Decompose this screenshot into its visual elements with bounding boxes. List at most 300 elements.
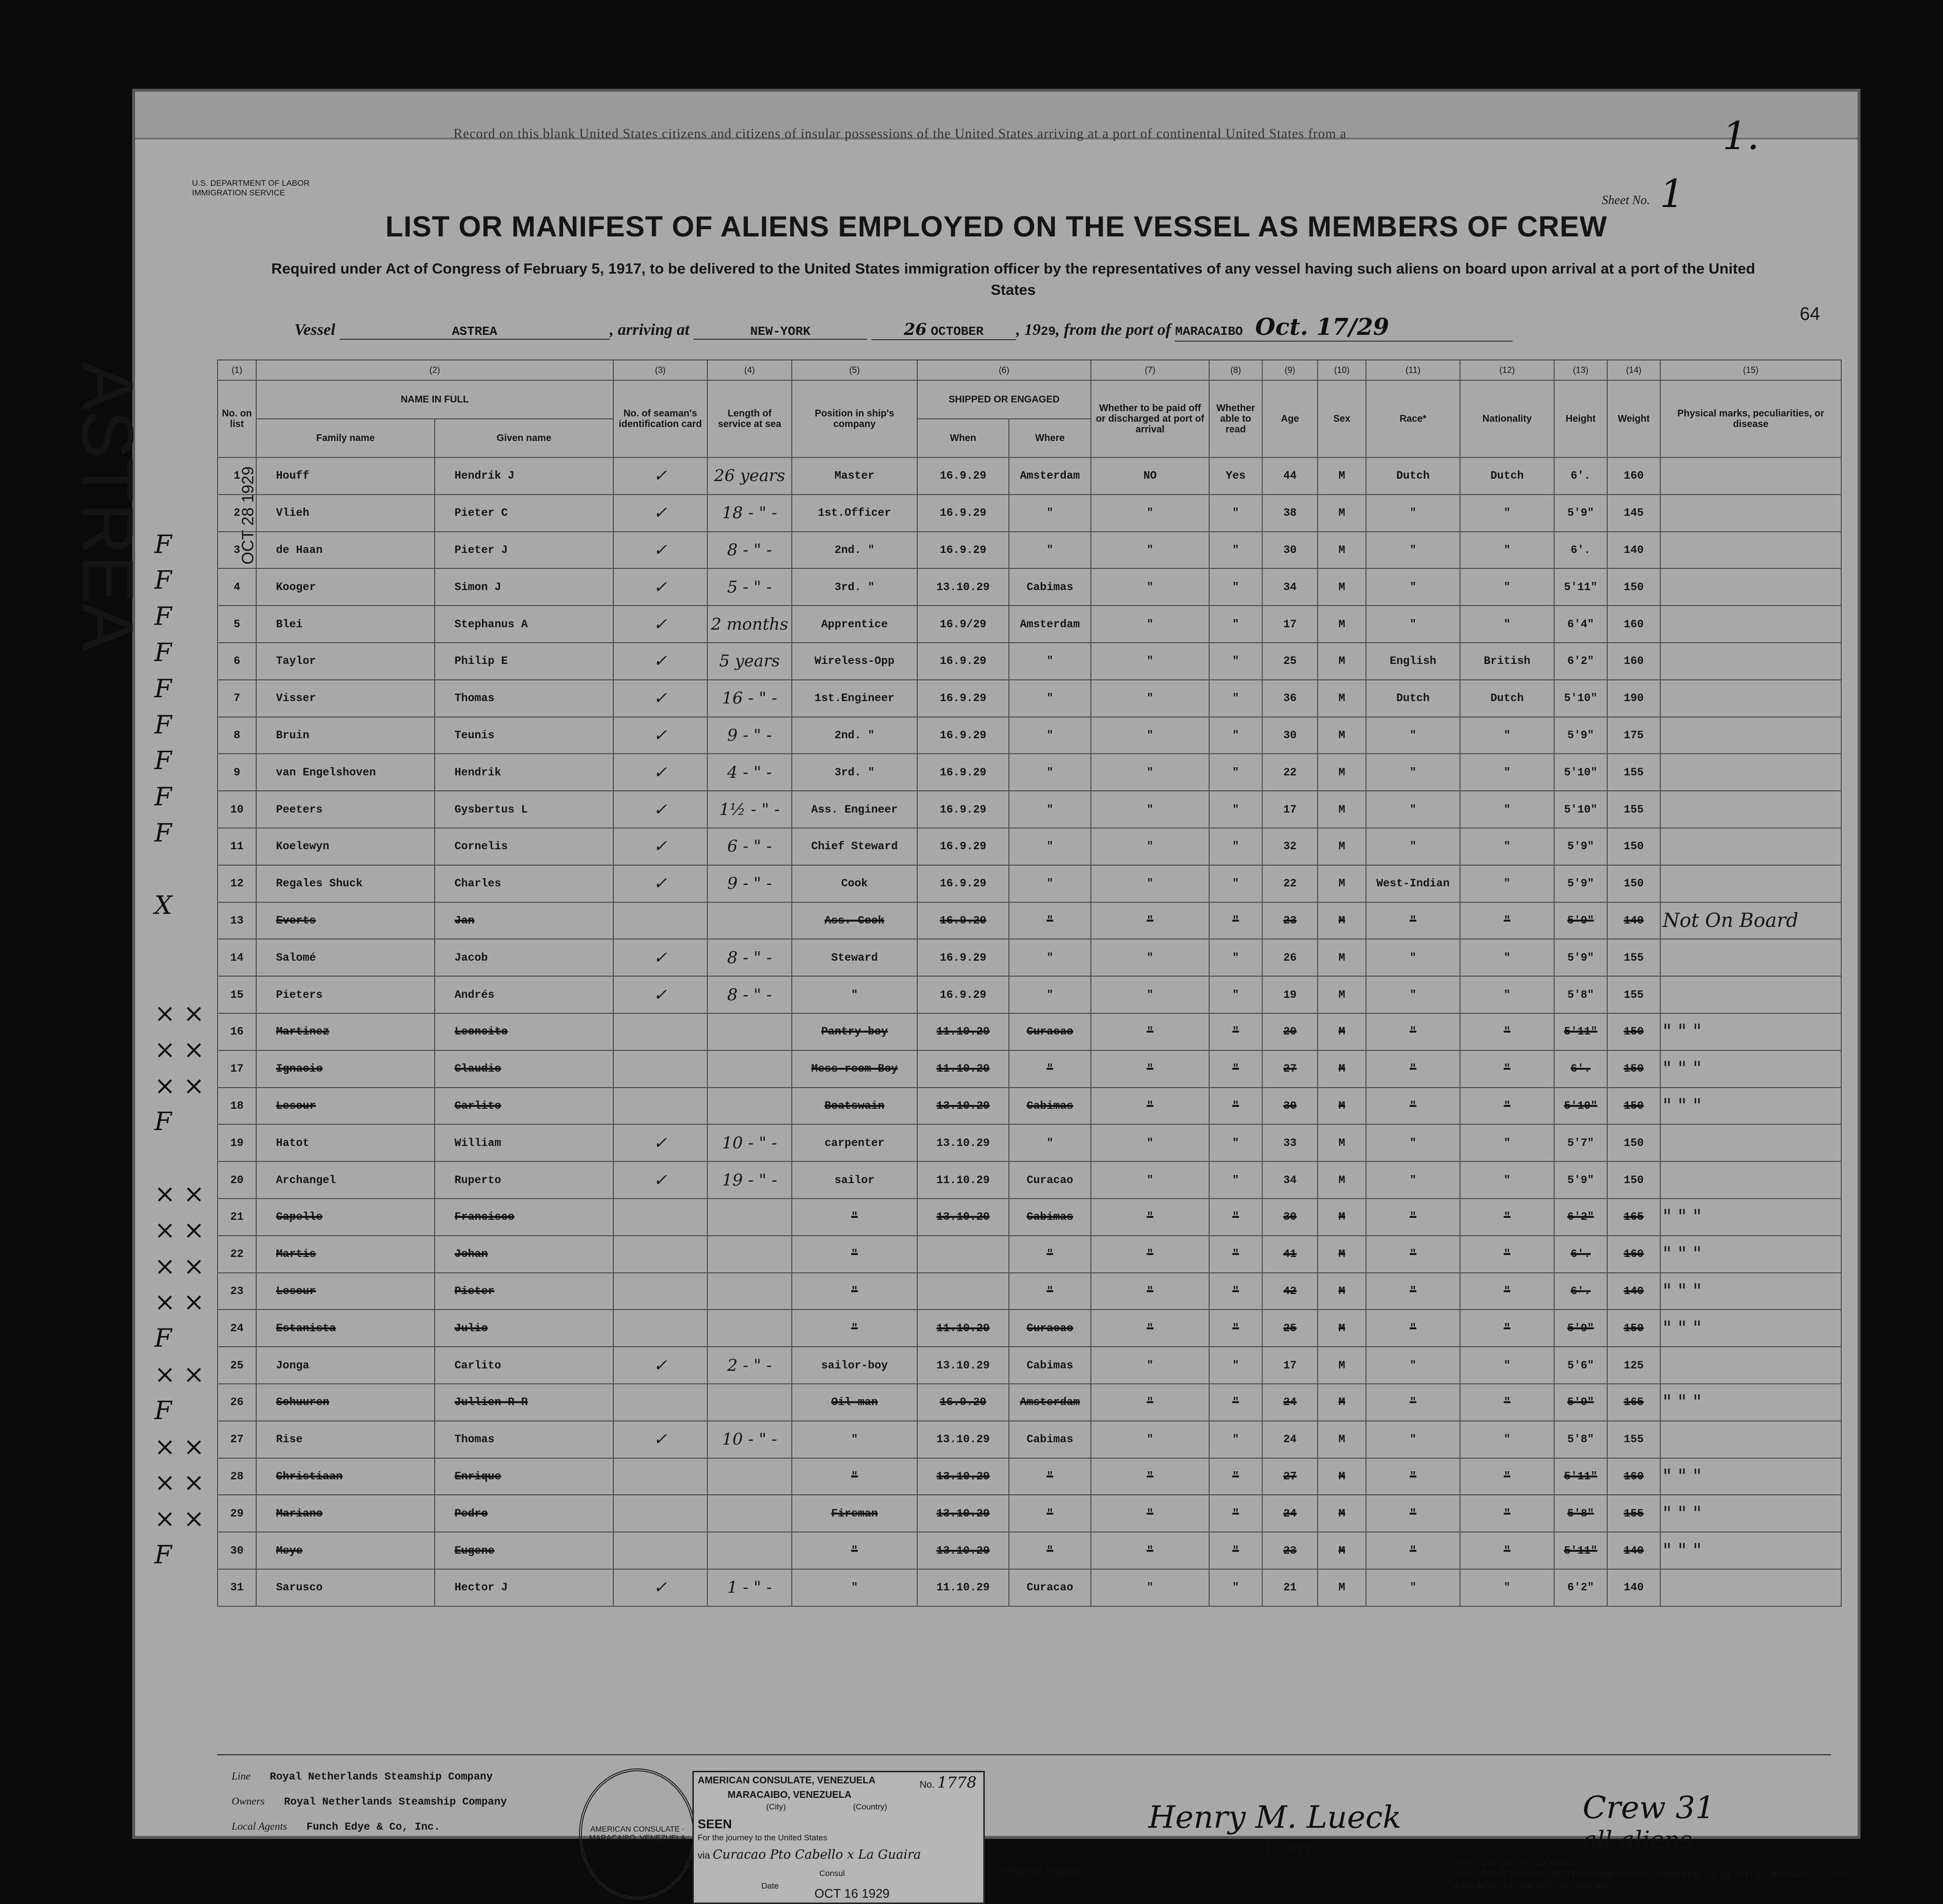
- able-to-read: ": [1209, 754, 1262, 791]
- shipped-when: 11.10.29: [917, 1050, 1009, 1088]
- sex: M: [1318, 680, 1366, 717]
- sex: M: [1318, 976, 1366, 1013]
- length-of-service: 1 - " -: [707, 1569, 792, 1606]
- from-label: , from the port of: [1056, 321, 1171, 339]
- height: 5'6": [1554, 1347, 1607, 1384]
- physical-marks: " " ": [1660, 1236, 1841, 1273]
- page-title: LIST OR MANIFEST OF ALIENS EMPLOYED ON THE VESSEL AS MEMBERS OF CREW: [385, 210, 1608, 243]
- position: ": [792, 1421, 917, 1458]
- weight: 150: [1607, 568, 1660, 606]
- shipped-where: ": [1009, 976, 1091, 1013]
- side-date-stamp: OCT 28 1929: [239, 466, 257, 565]
- shipped-where: ": [1009, 939, 1091, 976]
- nationality: ": [1460, 828, 1554, 865]
- shipped-when: 13.10.29: [917, 1495, 1009, 1532]
- sex: M: [1318, 791, 1366, 828]
- race: ": [1366, 939, 1460, 976]
- seaman-id-check: [613, 1532, 707, 1569]
- sex: M: [1318, 1088, 1366, 1125]
- able-to-read: ": [1209, 495, 1262, 532]
- col-sex-header: Sex: [1318, 380, 1366, 457]
- col-length-header: Length of service at sea: [707, 380, 792, 457]
- age: 44: [1262, 457, 1318, 495]
- seal-text: AMERICAN CONSULATE · MARACAIBO, VENEZUELA: [589, 1825, 686, 1842]
- via-value: Curacao Pto Cabello x La Guaira: [713, 1848, 921, 1862]
- family-name: Estanista: [256, 1310, 435, 1347]
- race: ": [1366, 495, 1460, 532]
- crew-row: [218, 1124, 1841, 1161]
- weight: 150: [1607, 1088, 1660, 1125]
- length-of-service: 19 - " -: [707, 1161, 792, 1199]
- family-name: Bruin: [256, 717, 435, 754]
- weight: 155: [1607, 791, 1660, 828]
- race: ": [1366, 717, 1460, 754]
- vessel-label: Vessel: [294, 321, 335, 339]
- row-number: 20: [218, 1161, 256, 1199]
- weight: 160: [1607, 643, 1660, 680]
- crew-row: [218, 1458, 1841, 1495]
- family-name: Salomé: [256, 939, 435, 976]
- departure-port: MARACAIBO: [1175, 324, 1243, 339]
- sex: M: [1318, 1384, 1366, 1421]
- given-name: Teunis: [435, 717, 613, 754]
- margin-mark: × ×: [154, 1468, 205, 1498]
- seaman-id-check: ✓: [613, 1569, 707, 1606]
- sex: M: [1318, 865, 1366, 902]
- physical-marks: " " ": [1660, 1532, 1841, 1569]
- crew-row: [218, 902, 1841, 939]
- col-num: (6): [917, 360, 1091, 380]
- length-of-service: 26 years: [707, 457, 792, 495]
- row-number: 23: [218, 1273, 256, 1310]
- position: Oil-man: [792, 1384, 917, 1421]
- position: Mess-room Boy: [792, 1050, 917, 1088]
- shipped-when: 16.9.29: [917, 939, 1009, 976]
- col-num: (15): [1660, 360, 1841, 380]
- shipped-when: 16.9.29: [917, 865, 1009, 902]
- physical-marks: [1660, 939, 1841, 976]
- sex: M: [1318, 1273, 1366, 1310]
- nationality: British: [1460, 643, 1554, 680]
- physical-marks: Not On Board: [1660, 902, 1841, 939]
- paid-off: ": [1091, 495, 1209, 532]
- position: ": [792, 1310, 917, 1347]
- consulate-number: [920, 1773, 977, 1792]
- margin-mark: F: [154, 1541, 172, 1570]
- row-number: 31: [218, 1569, 256, 1606]
- race: ": [1366, 1532, 1460, 1569]
- sex: M: [1318, 495, 1366, 532]
- crew-row: [218, 1495, 1841, 1532]
- position: ": [792, 1532, 917, 1569]
- footnotes: [1452, 1858, 1848, 1891]
- length-of-service: 8 - " -: [707, 939, 792, 976]
- sex: M: [1318, 1421, 1366, 1458]
- paid-off: ": [1091, 1495, 1209, 1532]
- weight: 140: [1607, 1569, 1660, 1606]
- arrival-year: 29: [1040, 324, 1056, 339]
- row-number: 2: [218, 495, 256, 532]
- family-name: Mariano: [256, 1495, 435, 1532]
- given-name: Hendrik: [435, 754, 613, 791]
- given-name: Julio: [435, 1310, 613, 1347]
- family-name: Koelewyn: [256, 828, 435, 865]
- shipped-when: 16.9.29: [917, 680, 1009, 717]
- sex: M: [1318, 1532, 1366, 1569]
- department-line: U.S. DEPARTMENT OF LABOR: [192, 179, 310, 188]
- paid-off: ": [1091, 643, 1209, 680]
- able-to-read: ": [1209, 1384, 1262, 1421]
- age: 23: [1262, 1532, 1318, 1569]
- family-name: Kooger: [256, 568, 435, 606]
- length-of-service: 2 - " -: [707, 1347, 792, 1384]
- weight: 140: [1607, 902, 1660, 939]
- nationality: ": [1460, 495, 1554, 532]
- seaman-id-check: [613, 1013, 707, 1050]
- length-of-service: [707, 1495, 792, 1532]
- margin-mark: × ×: [154, 1288, 205, 1317]
- race: ": [1366, 1013, 1460, 1050]
- shipped-where: ": [1009, 754, 1091, 791]
- row-number: 21: [218, 1199, 256, 1236]
- col-nationality-header: Nationality: [1460, 380, 1554, 457]
- seaman-id-check: [613, 1384, 707, 1421]
- length-of-service: 6 - " -: [707, 828, 792, 865]
- race: English: [1366, 643, 1460, 680]
- paid-off: ": [1091, 828, 1209, 865]
- able-to-read: ": [1209, 1421, 1262, 1458]
- position: 1st.Officer: [792, 495, 917, 532]
- shipped-when: 16.9.29: [917, 717, 1009, 754]
- nationality: ": [1460, 791, 1554, 828]
- able-to-read: ": [1209, 1347, 1262, 1384]
- age: 17: [1262, 1347, 1318, 1384]
- length-of-service: [707, 1013, 792, 1050]
- height: 5'11": [1554, 1532, 1607, 1569]
- crew-row: [218, 939, 1841, 976]
- manifest-sheet: [68, 92, 1858, 1901]
- weight: 155: [1607, 1421, 1660, 1458]
- margin-mark: × ×: [154, 1504, 205, 1534]
- shipped-when: 11.10.29: [917, 1013, 1009, 1050]
- sex: M: [1318, 1050, 1366, 1088]
- row-number: 16: [218, 1013, 256, 1050]
- age: 34: [1262, 568, 1318, 606]
- col-weight-header: Weight: [1607, 380, 1660, 457]
- inspector-name: Henry M. Lueck: [1148, 1800, 1402, 1835]
- col-shipped-header: SHIPPED OR ENGAGED: [917, 380, 1091, 419]
- row-number: 14: [218, 939, 256, 976]
- physical-marks: [1660, 865, 1841, 902]
- departure-date: Oct. 17/29: [1255, 314, 1390, 341]
- margin-mark: F: [154, 674, 172, 704]
- physical-marks: [1660, 717, 1841, 754]
- consulate-stamp: [692, 1771, 985, 1904]
- shipped-when: 13.10.29: [917, 568, 1009, 606]
- col-no-header: No. on list: [218, 380, 256, 457]
- shipped-where: ": [1009, 828, 1091, 865]
- physical-marks: [1660, 680, 1841, 717]
- weight: 150: [1607, 828, 1660, 865]
- age: 25: [1262, 643, 1318, 680]
- col-num: (12): [1460, 360, 1554, 380]
- paid-off: ": [1091, 1532, 1209, 1569]
- crew-row: [218, 1236, 1841, 1273]
- position: 1st.Engineer: [792, 680, 917, 717]
- shipped-when: 13.10.29: [917, 1347, 1009, 1384]
- weight: 160: [1607, 1236, 1660, 1273]
- crew-row: [218, 865, 1841, 902]
- weight: 150: [1607, 1124, 1660, 1161]
- col-race-header: Race*: [1366, 380, 1460, 457]
- row-number: 15: [218, 976, 256, 1013]
- nationality: ": [1460, 1161, 1554, 1199]
- age: 38: [1262, 495, 1318, 532]
- year-label: , 19: [1016, 321, 1041, 339]
- given-name: Hendrik J: [435, 457, 613, 495]
- col-num: (4): [707, 360, 792, 380]
- seaman-id-check: [613, 1199, 707, 1236]
- paid-off: ": [1091, 754, 1209, 791]
- height: 5'10": [1554, 1088, 1607, 1125]
- crew-row: [218, 1310, 1841, 1347]
- crew-row: [218, 532, 1841, 569]
- col-num: (3): [613, 360, 707, 380]
- able-to-read: ": [1209, 1161, 1262, 1199]
- able-to-read: ": [1209, 976, 1262, 1013]
- margin-mark: F: [154, 783, 172, 812]
- shipped-when: 11.10.29: [917, 1569, 1009, 1606]
- position: Ass. Engineer: [792, 791, 917, 828]
- age: 23: [1262, 902, 1318, 939]
- col-num: (8): [1209, 360, 1262, 380]
- sex: M: [1318, 1013, 1366, 1050]
- able-to-read: ": [1209, 1495, 1262, 1532]
- position: ": [792, 1458, 917, 1495]
- inspector-signature: [1148, 1800, 1401, 1860]
- margin-mark: × ×: [154, 1215, 205, 1245]
- able-to-read: ": [1209, 643, 1262, 680]
- weight: 145: [1607, 495, 1660, 532]
- height: 5'9": [1554, 939, 1607, 976]
- age: 30: [1262, 717, 1318, 754]
- family-name: Archangel: [256, 1161, 435, 1199]
- seaman-id-check: ✓: [613, 457, 707, 495]
- able-to-read: ": [1209, 1310, 1262, 1347]
- paid-off: ": [1091, 865, 1209, 902]
- family-name: Meye: [256, 1532, 435, 1569]
- able-to-read: ": [1209, 791, 1262, 828]
- physical-marks: " " ": [1660, 1088, 1841, 1125]
- physical-marks: [1660, 495, 1841, 532]
- date-label: Date: [761, 1881, 779, 1890]
- position: ": [792, 976, 917, 1013]
- length-of-service: [707, 1236, 792, 1273]
- position: Pantry-boy: [792, 1013, 917, 1050]
- position: 3rd. ": [792, 754, 917, 791]
- length-of-service: [707, 1458, 792, 1495]
- physical-marks: " " ": [1660, 1013, 1841, 1050]
- shipped-where: Cabimas: [1009, 1199, 1091, 1236]
- nationality: ": [1460, 1236, 1554, 1273]
- inspector-title: Insp.: [1264, 1835, 1318, 1860]
- physical-marks: [1660, 1161, 1841, 1199]
- row-number: 6: [218, 643, 256, 680]
- shipped-where: ": [1009, 1050, 1091, 1088]
- crew-row: [218, 1273, 1841, 1310]
- length-of-service: 1½ - " -: [707, 791, 792, 828]
- given-name: Carlito: [435, 1347, 613, 1384]
- seaman-id-check: ✓: [613, 828, 707, 865]
- position: ": [792, 1273, 917, 1310]
- service-line: IMMIGRATION SERVICE: [192, 188, 286, 197]
- race: ": [1366, 1347, 1460, 1384]
- line-value: Royal Netherlands Steamship Company: [270, 1771, 493, 1783]
- underlying-sheet-strip: [135, 92, 1858, 139]
- crew-row: [218, 568, 1841, 606]
- seaman-id-check: [613, 902, 707, 939]
- physical-marks: " " ": [1660, 1050, 1841, 1088]
- crew-row: [218, 457, 1841, 495]
- able-to-read: ": [1209, 939, 1262, 976]
- seaman-id-check: ✓: [613, 643, 707, 680]
- seaman-id-check: ✓: [613, 717, 707, 754]
- seaman-id-check: [613, 1236, 707, 1273]
- age: 36: [1262, 680, 1318, 717]
- able-to-read: ": [1209, 828, 1262, 865]
- weight: 150: [1607, 1310, 1660, 1347]
- shipped-when: 13.10.29: [917, 1532, 1009, 1569]
- crew-row: [218, 828, 1841, 865]
- row-number: 25: [218, 1347, 256, 1384]
- weight: 140: [1607, 532, 1660, 569]
- seaman-id-check: ✓: [613, 532, 707, 569]
- col-position-header: Position in ship's company: [792, 380, 917, 457]
- given-name: Hector J: [435, 1569, 613, 1606]
- shipped-where: Cabimas: [1009, 568, 1091, 606]
- height: 5'7": [1554, 1124, 1607, 1161]
- nationality: ": [1460, 754, 1554, 791]
- paid-off: ": [1091, 680, 1209, 717]
- row-number: 19: [218, 1124, 256, 1161]
- seaman-id-check: [613, 1273, 707, 1310]
- height: 5'9": [1554, 495, 1607, 532]
- row-number: 7: [218, 680, 256, 717]
- margin-mark: F: [154, 530, 172, 559]
- shipped-where: ": [1009, 902, 1091, 939]
- nationality: ": [1460, 1421, 1554, 1458]
- race: Dutch: [1366, 680, 1460, 717]
- height: 6'4": [1554, 606, 1607, 643]
- length-of-service: 10 - " -: [707, 1421, 792, 1458]
- paid-off: ": [1091, 1199, 1209, 1236]
- row-number: 3: [218, 532, 256, 569]
- col-num: (7): [1091, 360, 1209, 380]
- shipped-where: Amsterdam: [1009, 1384, 1091, 1421]
- agents-field: [232, 1820, 440, 1833]
- col-num: (2): [256, 360, 613, 380]
- owners-label: Owners: [232, 1795, 265, 1807]
- length-of-service: [707, 1384, 792, 1421]
- nationality: ": [1460, 1124, 1554, 1161]
- family-name: Lesour: [256, 1273, 435, 1310]
- given-name: Johan: [435, 1236, 613, 1273]
- age: 17: [1262, 606, 1318, 643]
- race: ": [1366, 1495, 1460, 1532]
- weight: 150: [1607, 1161, 1660, 1199]
- sex: M: [1318, 1124, 1366, 1161]
- given-name: William: [435, 1124, 613, 1161]
- family-name: Christiaan: [256, 1458, 435, 1495]
- family-name: Regales Shuck: [256, 865, 435, 902]
- seaman-id-check: ✓: [613, 495, 707, 532]
- row-number: 29: [218, 1495, 256, 1532]
- length-of-service: 16 - " -: [707, 680, 792, 717]
- race: ": [1366, 902, 1460, 939]
- seaman-id-check: ✓: [613, 976, 707, 1013]
- sheet-number-label: Sheet No.: [1602, 193, 1650, 207]
- sex: M: [1318, 643, 1366, 680]
- height: 5'11": [1554, 568, 1607, 606]
- shipped-where: ": [1009, 717, 1091, 754]
- col-where-header: Where: [1009, 419, 1091, 457]
- crew-row: [218, 495, 1841, 532]
- race: ": [1366, 1088, 1460, 1125]
- country-label: (Country): [853, 1802, 887, 1811]
- col-num: (5): [792, 360, 917, 380]
- seaman-id-check: [613, 1458, 707, 1495]
- nationality: ": [1460, 1310, 1554, 1347]
- position: Ass. Cook: [792, 902, 917, 939]
- paid-off: ": [1091, 1013, 1209, 1050]
- physical-marks: [1660, 606, 1841, 643]
- family-name: Visser: [256, 680, 435, 717]
- age: 20: [1262, 1013, 1318, 1050]
- age: 26: [1262, 939, 1318, 976]
- race: ": [1366, 976, 1460, 1013]
- margin-mark: F: [154, 1396, 172, 1425]
- sex: M: [1318, 532, 1366, 569]
- race: ": [1366, 754, 1460, 791]
- position: 3rd. ": [792, 568, 917, 606]
- owners-value: Royal Netherlands Steamship Company: [284, 1796, 507, 1808]
- able-to-read: ": [1209, 1458, 1262, 1495]
- paid-off: ": [1091, 568, 1209, 606]
- shipped-where: ": [1009, 1495, 1091, 1532]
- seaman-id-check: ✓: [613, 791, 707, 828]
- position: Wireless-Opp: [792, 643, 917, 680]
- margin-mark: × ×: [154, 1180, 205, 1209]
- family-name: Everts: [256, 902, 435, 939]
- paid-off: ": [1091, 1384, 1209, 1421]
- shipped-where: Curacao: [1009, 1310, 1091, 1347]
- row-number: 18: [218, 1088, 256, 1125]
- side-vessel-stamp: ASTREA: [68, 362, 149, 652]
- row-number: 12: [218, 865, 256, 902]
- top-note: Record on this blank United States citizens and citizens of insular possessions of the United States arriving at a port of continental United States from a: [454, 126, 1347, 141]
- family-name: Martis: [256, 1236, 435, 1273]
- nationality: ": [1460, 1050, 1554, 1088]
- shipped-when: 16.9.29: [917, 902, 1009, 939]
- crew-row: [218, 1532, 1841, 1569]
- row-number: 5: [218, 606, 256, 643]
- owners-field: [232, 1795, 507, 1808]
- paid-off: NO: [1091, 457, 1209, 495]
- shipped-when: 13.10.29: [917, 1421, 1009, 1458]
- col-seaman-id-header: No. of seaman's identification card: [613, 380, 707, 457]
- length-of-service: [707, 1273, 792, 1310]
- seaman-id-check: ✓: [613, 606, 707, 643]
